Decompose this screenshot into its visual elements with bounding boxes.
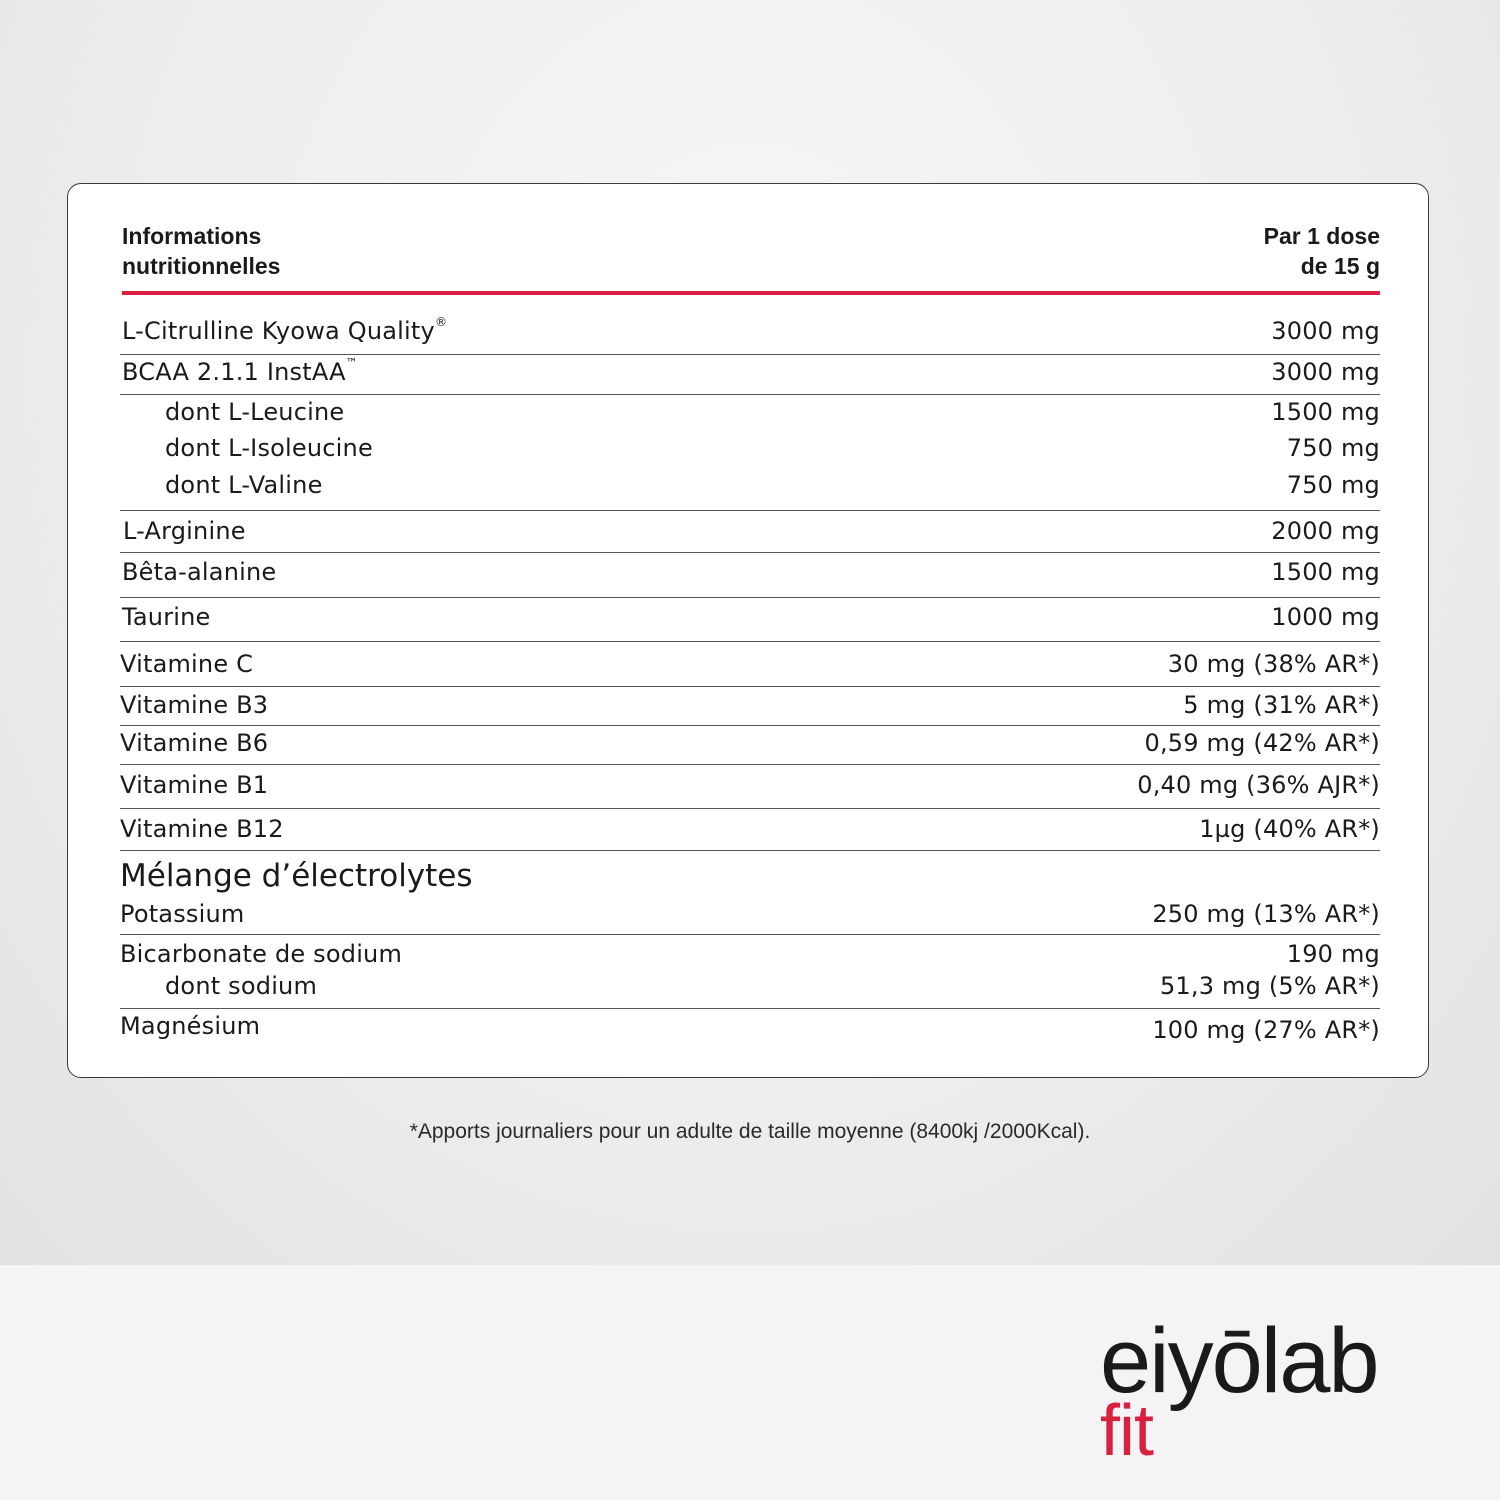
- row-divider: [120, 510, 1380, 511]
- row-name: Magnésium: [120, 1012, 261, 1040]
- header-label-line2: nutritionnelles: [122, 253, 281, 279]
- header-divider: [122, 291, 1380, 295]
- trademark-mark: ™: [345, 356, 358, 370]
- footnote: *Apports journaliers pour un adulte de taille moyenne (8400kj /2000Kcal).: [409, 1120, 1091, 1143]
- table-header-label: [122, 221, 522, 281]
- row-name: Vitamine B12: [120, 815, 284, 843]
- row-divider: [120, 686, 1380, 687]
- brand-logo: eiyōlab: [1100, 1310, 1378, 1412]
- row-divider: [120, 1008, 1380, 1009]
- row-divider: [120, 641, 1380, 642]
- row-value: 2000 mg: [1271, 517, 1380, 545]
- row-name: dont L-Isoleucine: [165, 434, 373, 462]
- row-name: Bicarbonate de sodium: [120, 940, 403, 968]
- row-name: Bêta-alanine: [122, 558, 277, 586]
- row-divider: [120, 850, 1380, 851]
- row-value: 750 mg: [1286, 434, 1380, 462]
- row-divider: [120, 808, 1380, 809]
- electrolytes-heading: Mélange d’électrolytes: [120, 858, 473, 894]
- row-name: dont L-Leucine: [165, 398, 345, 426]
- header-dose-line2: de 15 g: [1300, 253, 1380, 279]
- row-divider: [120, 764, 1380, 765]
- row-name: dont L-Valine: [165, 471, 323, 499]
- row-value: 1500 mg: [1271, 398, 1380, 426]
- row-divider: [120, 934, 1380, 935]
- row-divider: [120, 552, 1380, 553]
- row-value: 1µg (40% AR*): [1199, 815, 1380, 843]
- row-value: 1500 mg: [1271, 558, 1380, 586]
- row-name: L-Citrulline Kyowa Quality: [122, 317, 435, 345]
- table-header-dose: [1000, 221, 1380, 281]
- row-value: 0,40 mg (36% AJR*): [1137, 771, 1380, 799]
- row-name: L-Arginine: [123, 517, 246, 545]
- registered-mark: ®: [434, 315, 448, 329]
- row-divider: [120, 725, 1380, 726]
- row-value: 0,59 mg (42% AR*): [1144, 729, 1380, 757]
- row-divider: [120, 394, 1380, 395]
- row-value: 190 mg: [1286, 940, 1380, 968]
- row-name: Taurine: [122, 603, 211, 631]
- row-value: 250 mg (13% AR*): [1152, 900, 1380, 928]
- row-name: BCAA 2.1.1 InstAA: [122, 358, 346, 386]
- row-value: 51,3 mg (5% AR*): [1159, 972, 1380, 1000]
- row-value: 3000 mg: [1271, 358, 1380, 386]
- row-name: Vitamine B1: [120, 771, 269, 799]
- row-value: 30 mg (38% AR*): [1167, 650, 1380, 678]
- brand-logo-sub: fit: [1100, 1391, 1154, 1471]
- header-dose-line1: Par 1 dose: [1263, 223, 1380, 249]
- row-name: Vitamine B3: [120, 691, 269, 719]
- row-value: 100 mg (27% AR*): [1152, 1016, 1380, 1044]
- row-name: Potassium: [120, 900, 245, 928]
- row-divider: [120, 354, 1380, 355]
- row-divider: [120, 597, 1380, 598]
- header-label-line1: Informations: [122, 223, 262, 249]
- row-name: Vitamine B6: [120, 729, 269, 757]
- row-value: 1000 mg: [1271, 603, 1380, 631]
- row-value: 750 mg: [1286, 471, 1380, 499]
- row-value: 5 mg (31% AR*): [1183, 691, 1380, 719]
- row-name: dont sodium: [165, 972, 318, 1000]
- row-value: 3000 mg: [1271, 317, 1380, 345]
- row-name: Vitamine C: [120, 650, 254, 678]
